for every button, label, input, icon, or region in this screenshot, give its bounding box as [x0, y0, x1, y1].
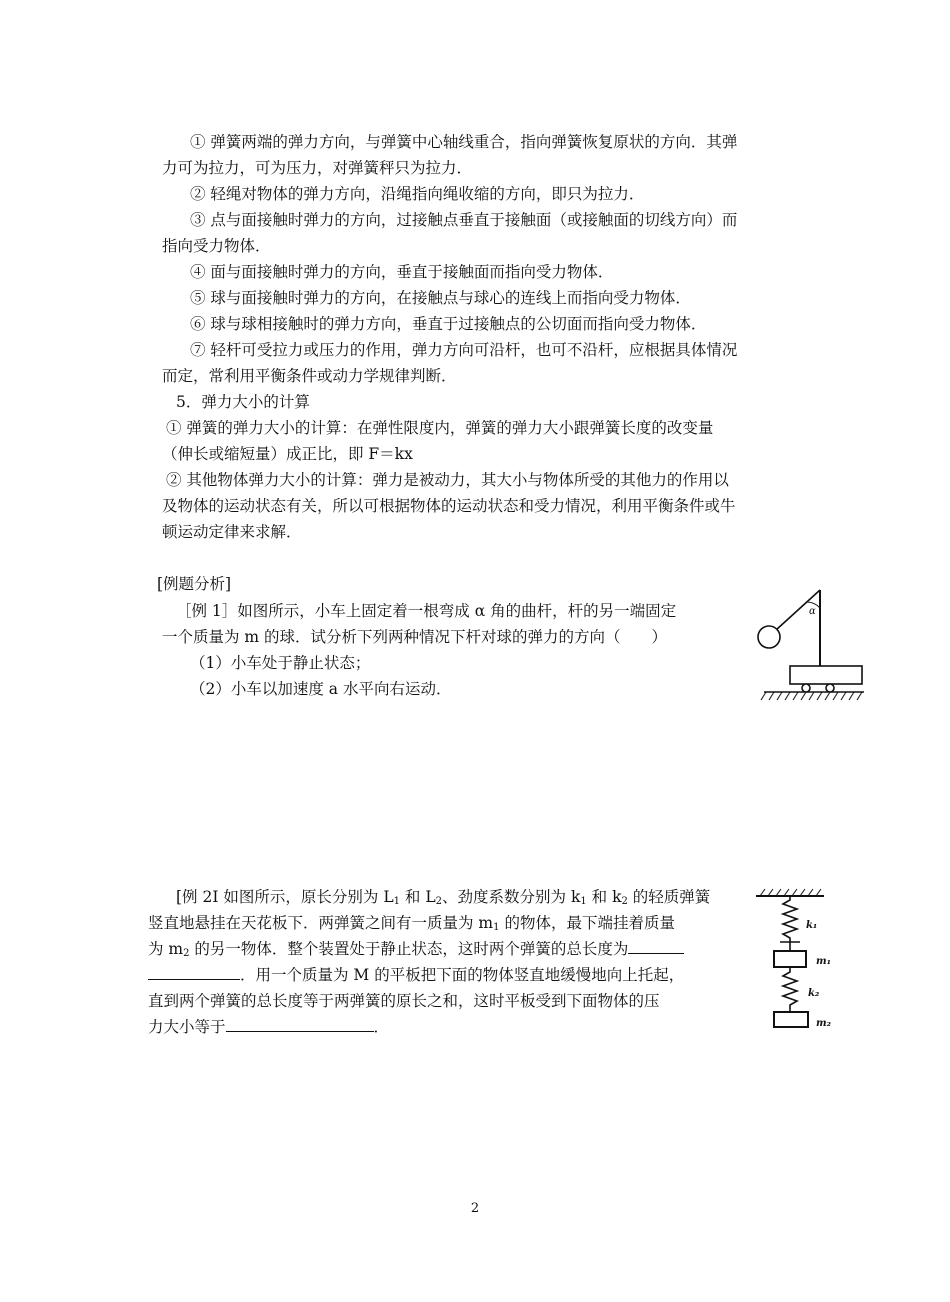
example-1-line-2: 一个质量为 m 的球．试分析下列两种情况下杆对球的弹力的方向（ ） — [162, 628, 668, 646]
rule-3-line-2: 指向受力物体． — [162, 237, 271, 255]
page-number: 2 — [470, 1201, 480, 1216]
rule-2: ② 轻绳对物体的弹力方向，沿绳指向绳收缩的方向，即只为拉力． — [190, 185, 645, 203]
rule-4: ④ 面与面接触时弹力的方向，垂直于接触面而指向受力物体． — [190, 263, 614, 281]
example-2-line-1: [例 2I 如图所示，原长分别为 $L_1$ 和 $L_2$、劲度系数分别为 $k_1$ 和 $k_2$ 的轻质弹簧 — [176, 888, 711, 907]
rule-5: ⑤ 球与面接触时弹力的方向，在接触点与球心的连线上而指向受力物体． — [190, 289, 691, 307]
example-2-line-4: ．用一个质量为 M 的平板把下面的物体竖直地缓慢地向上托起， — [148, 964, 684, 986]
m1-label: m₁ — [816, 956, 831, 967]
answer-blank-1a[interactable] — [628, 939, 684, 954]
section-5-line-4: 及物体的运动状态有关，所以可根据物体的运动状态和受力情况，利用平衡条件或牛 — [162, 497, 736, 515]
section-5-heading: 5．弹力大小的计算 — [176, 393, 310, 411]
m2-label: m₂ — [816, 1018, 831, 1029]
section-5-line-3: ② 其他物体弹力大小的计算：弹力是被动力，其大小与物体所受的其他力的作用以 — [166, 471, 729, 489]
example-1-case-1: （1）小车处于静止状态； — [190, 654, 371, 672]
cart-rod-ball-figure — [752, 584, 872, 706]
alpha-label: α — [809, 606, 816, 617]
example-2-line-2: 竖直地悬挂在天花板下．两弹簧之间有一质量为 $m_1$ 的物体，最下端挂着质量 — [148, 914, 675, 933]
rule-1-line-2: 力可为拉力，可为压力，对弹簧秤只为拉力． — [162, 159, 473, 177]
rule-7-line-2: 而定，常利用平衡条件或动力学规律判断． — [162, 367, 457, 385]
example-2-line-5: 直到两个弹簧的总长度等于两弹簧的原长之和，这时平板受到下面物体的压 — [148, 992, 660, 1010]
rule-3-line-1: ③ 点与面接触时弹力的方向，过接触点垂直于接触面（或接触面的切线方向）而 — [190, 211, 738, 229]
example-2-line-3: 为 $m_2$ 的另一物体．整个装置处于静止状态，这时两个弹簧的总长度为 — [148, 938, 684, 960]
rule-1-line-1: ① 弹簧两端的弹力方向，与弹簧中心轴线重合，指向弹簧恢复原状的方向．其弹 — [190, 133, 738, 151]
example-1-line-1: ［例 1］如图所示，小车上固定着一根弯成 α 角的曲杆，杆的另一端固定 — [176, 602, 677, 620]
k2-label: k₂ — [808, 988, 820, 999]
answer-blank-1b[interactable] — [148, 965, 240, 980]
example-2-line-6: 力大小等于 ． — [148, 1018, 390, 1036]
section-5-line-5: 顿运动定律来求解． — [162, 523, 302, 541]
example-1-case-2: （2）小车以加速度 a 水平向右运动． — [190, 680, 452, 698]
k1-label: k₁ — [806, 920, 818, 931]
rule-6: ⑥ 球与球相接触时的弹力方向，垂直于过接触点的公切面而指向受力物体． — [190, 315, 707, 333]
answer-blank-2[interactable] — [226, 1017, 374, 1032]
rule-7-line-1: ⑦ 轻杆可受拉力或压力的作用，弹力方向可沿杆，也可不沿杆，应根据具体情况 — [190, 341, 738, 359]
section-5-line-1: ① 弹簧的弹力大小的计算：在弹性限度内，弹簧的弹力大小跟弹簧长度的改变量 — [166, 419, 714, 437]
section-5-line-2: （伸长或缩短量）成正比，即 F＝kx — [162, 445, 413, 463]
examples-heading: [例题分析] — [157, 575, 232, 593]
two-springs-figure — [752, 886, 862, 1031]
